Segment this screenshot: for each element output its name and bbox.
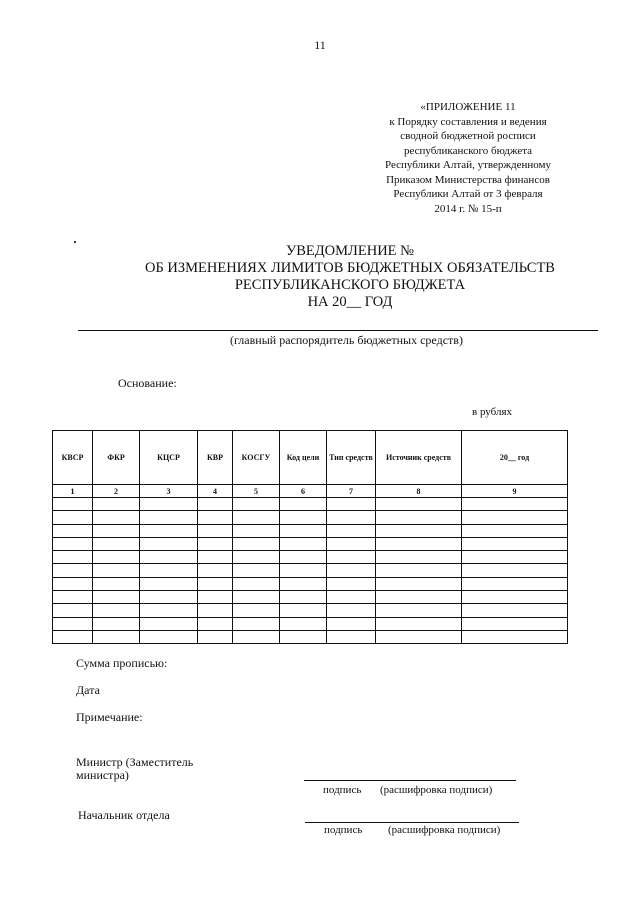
table-cell — [462, 511, 568, 524]
table-cell — [327, 564, 376, 577]
appendix-line: Республики Алтай, утвержденному — [385, 159, 551, 171]
table-cell — [327, 551, 376, 564]
table-cell — [280, 524, 327, 537]
table-cell — [198, 591, 233, 604]
column-number: 1 — [53, 485, 93, 498]
header-funds-type: Тип средств — [327, 431, 376, 485]
table-cell — [53, 604, 93, 617]
table-cell — [140, 577, 198, 590]
table-cell — [233, 537, 280, 550]
table-cell — [376, 564, 462, 577]
table-row — [53, 577, 568, 590]
table-cell — [140, 630, 198, 643]
table-cell — [462, 617, 568, 630]
table-cell — [376, 537, 462, 550]
table-cell — [327, 577, 376, 590]
table-cell — [280, 617, 327, 630]
limits-table — [52, 430, 568, 644]
title-line: РЕСПУБЛИКАНСКОГО БЮДЖЕТА — [234, 277, 466, 293]
title-line: НА 20__ ГОД — [307, 294, 393, 310]
units-label: в рублях — [472, 406, 513, 418]
table-cell — [140, 524, 198, 537]
table-cell — [53, 537, 93, 550]
appendix-line: республиканского бюджета — [403, 144, 533, 157]
table-cell — [198, 630, 233, 643]
table-cell — [462, 537, 568, 550]
appendix-line: Приказом Министерства финансов — [386, 173, 550, 186]
table-cell — [327, 524, 376, 537]
table-cell — [140, 604, 198, 617]
table-cell — [233, 498, 280, 511]
header-kvr: КВР — [198, 431, 233, 485]
minister-decoding-caption: (расшифровка подписи) — [380, 784, 493, 796]
table-cell — [280, 577, 327, 590]
table-cell — [462, 551, 568, 564]
appendix-line: Республики Алтай от 3 февраля — [393, 188, 543, 200]
table-cell — [462, 524, 568, 537]
table-cell — [93, 537, 140, 550]
basis-label: Основание: — [118, 376, 177, 390]
table-cell — [53, 564, 93, 577]
department-head-signature-line — [305, 822, 519, 823]
department-head-signature-caption: подпись — [324, 824, 363, 836]
table-cell — [53, 551, 93, 564]
table-cell — [462, 498, 568, 511]
table-row — [53, 537, 568, 550]
table-cell — [376, 591, 462, 604]
document-title — [0, 243, 640, 311]
table-cell — [198, 617, 233, 630]
table-cell — [53, 524, 93, 537]
table-cell — [140, 498, 198, 511]
table-cell — [93, 604, 140, 617]
date-label: Дата — [76, 683, 100, 697]
table-header-row — [53, 431, 568, 485]
table-cell — [53, 617, 93, 630]
table-row — [53, 617, 568, 630]
sum-in-words-label: Сумма прописью: — [76, 656, 168, 670]
column-number: 8 — [376, 485, 462, 498]
table-cell — [376, 511, 462, 524]
table-cell — [198, 551, 233, 564]
header-fkr: ФКР — [93, 431, 140, 485]
column-number: 5 — [233, 485, 280, 498]
table-cell — [376, 551, 462, 564]
department-head-label: Начальник отдела — [78, 808, 170, 822]
table-cell — [93, 498, 140, 511]
table-cell — [140, 511, 198, 524]
table-cell — [93, 524, 140, 537]
table-cell — [327, 511, 376, 524]
table-cell — [53, 498, 93, 511]
column-number: 7 — [327, 485, 376, 498]
table-cell — [53, 591, 93, 604]
appendix-line: 2014 г. № 15-п — [434, 202, 502, 215]
table-cell — [198, 511, 233, 524]
table-row — [53, 498, 568, 511]
column-number-row — [53, 485, 568, 498]
table-cell — [462, 604, 568, 617]
table-cell — [280, 630, 327, 643]
table-cell — [327, 537, 376, 550]
column-number: 2 — [93, 485, 140, 498]
table-cell — [198, 498, 233, 511]
table-cell — [376, 498, 462, 511]
table-cell — [376, 604, 462, 617]
page-number: 11 — [314, 38, 326, 52]
table-cell — [140, 537, 198, 550]
header-kvsr: КВСР — [53, 431, 93, 485]
table-cell — [376, 617, 462, 630]
table-cell — [327, 591, 376, 604]
table-cell — [280, 564, 327, 577]
table-row — [53, 551, 568, 564]
header-kcsr: КЦСР — [140, 431, 198, 485]
table-cell — [280, 604, 327, 617]
column-number: 6 — [280, 485, 327, 498]
department-head-decoding-caption: (расшифровка подписи) — [388, 824, 501, 836]
table-cell — [280, 498, 327, 511]
table-cell — [93, 577, 140, 590]
column-number: 9 — [462, 485, 568, 498]
table-cell — [233, 617, 280, 630]
table-cell — [233, 630, 280, 643]
appendix-line: «ПРИЛОЖЕНИЕ 11 — [420, 101, 516, 113]
table-cell — [327, 617, 376, 630]
header-kosgu: КОСГУ — [233, 431, 280, 485]
minister-signature-line — [304, 780, 516, 781]
appendix-block — [360, 100, 576, 216]
table-cell — [280, 551, 327, 564]
table-row — [53, 604, 568, 617]
table-cell — [140, 617, 198, 630]
title-line: УВЕДОМЛЕНИЕ № — [285, 243, 414, 259]
minister-label-line1: Министр (Заместитель — [76, 755, 194, 769]
minister-label-line2: министра) — [76, 768, 129, 782]
table-cell — [198, 524, 233, 537]
table-row — [53, 524, 568, 537]
table-cell — [93, 551, 140, 564]
header-target-code: Код цели — [280, 431, 327, 485]
table-row — [53, 591, 568, 604]
table-cell — [233, 511, 280, 524]
appendix-line: сводной бюджетной росписи — [400, 130, 536, 142]
table-cell — [233, 551, 280, 564]
table-cell — [462, 591, 568, 604]
note-label: Примечание: — [76, 710, 143, 724]
table-cell — [376, 630, 462, 643]
table-cell — [462, 630, 568, 643]
table-row — [53, 564, 568, 577]
table-cell — [327, 604, 376, 617]
header-funds-source: Источник средств — [376, 431, 462, 485]
table-cell — [327, 498, 376, 511]
minister-signature-caption: подпись — [323, 784, 362, 796]
table-cell — [93, 511, 140, 524]
table-cell — [93, 630, 140, 643]
table-row — [53, 630, 568, 643]
table-cell — [327, 630, 376, 643]
distributor-caption: (главный распорядитель бюджетных средств) — [230, 333, 463, 347]
table-cell — [140, 551, 198, 564]
table-cell — [53, 630, 93, 643]
table-cell — [198, 564, 233, 577]
table-cell — [140, 591, 198, 604]
table-cell — [198, 537, 233, 550]
table-cell — [233, 604, 280, 617]
table-cell — [462, 564, 568, 577]
header-year: 20__ год — [462, 431, 568, 485]
table-cell — [198, 577, 233, 590]
table-cell — [233, 591, 280, 604]
table-body — [53, 498, 568, 644]
title-line: ОБ ИЗМЕНЕНИЯХ ЛИМИТОВ БЮДЖЕТНЫХ ОБЯЗАТЕЛЬСТВ — [145, 260, 555, 276]
table-cell — [140, 564, 198, 577]
table-cell — [376, 577, 462, 590]
table-cell — [233, 564, 280, 577]
table-cell — [93, 617, 140, 630]
table-cell — [280, 591, 327, 604]
table-row — [53, 511, 568, 524]
column-number: 3 — [140, 485, 198, 498]
table-cell — [233, 577, 280, 590]
table-cell — [53, 577, 93, 590]
table-cell — [233, 524, 280, 537]
column-number: 4 — [198, 485, 233, 498]
table-cell — [280, 537, 327, 550]
table-cell — [198, 604, 233, 617]
table-cell — [53, 511, 93, 524]
distributor-line — [78, 330, 598, 331]
table-cell — [280, 511, 327, 524]
table-cell — [376, 524, 462, 537]
table-cell — [93, 591, 140, 604]
appendix-line: к Порядку составления и ведения — [389, 115, 547, 128]
table-cell — [93, 564, 140, 577]
table-cell — [462, 577, 568, 590]
